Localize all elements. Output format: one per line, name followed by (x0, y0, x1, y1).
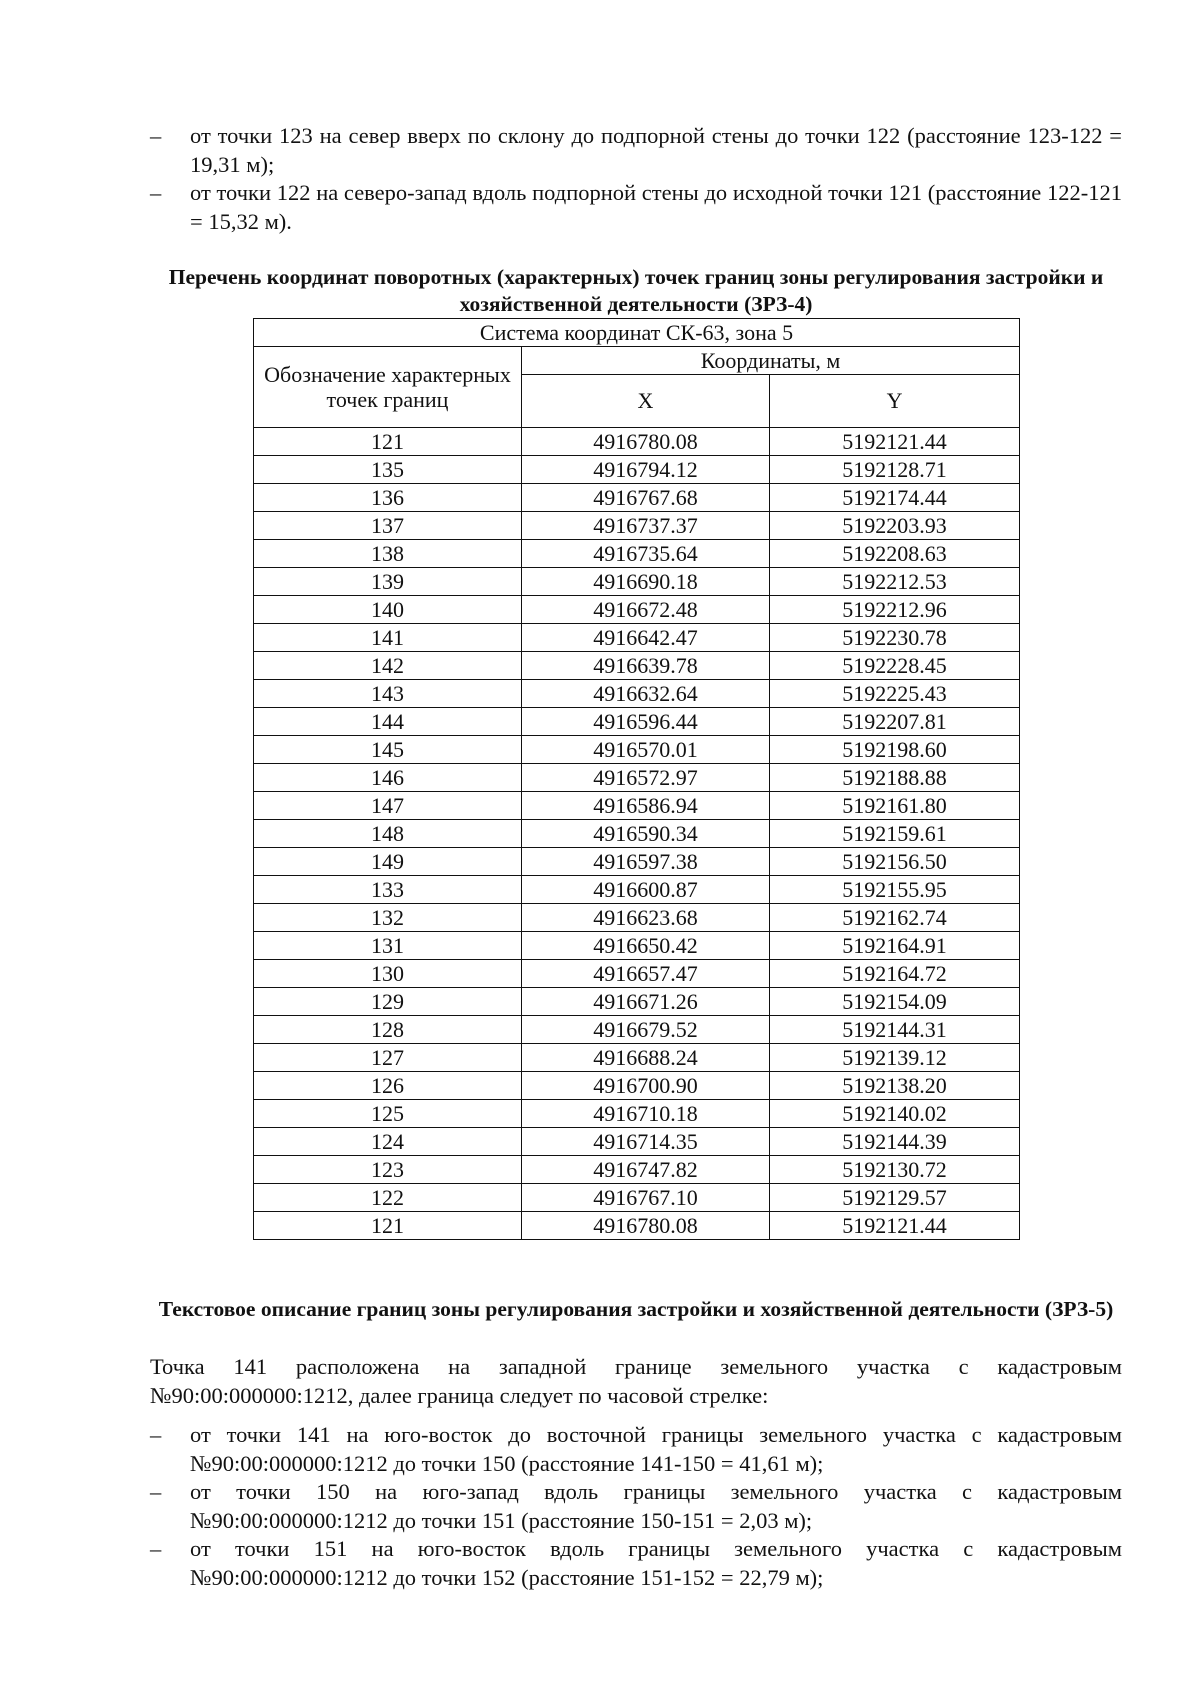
y-coordinate-cell: 5192212.96 (770, 596, 1020, 624)
y-column-header: Y (770, 375, 1020, 428)
table-row (254, 1072, 1020, 1100)
x-coordinate-cell: 4916690.18 (522, 568, 770, 596)
x-coordinate-cell: 4916700.90 (522, 1072, 770, 1100)
coordinates-table-body (254, 428, 1020, 1240)
y-coordinate-cell: 5192130.72 (770, 1156, 1020, 1184)
dash-marker: – (150, 1536, 162, 1561)
table-row (254, 428, 1020, 456)
list-item (150, 1421, 1122, 1478)
y-coordinate-cell: 5192208.63 (770, 540, 1020, 568)
point-cell: 125 (254, 1100, 522, 1128)
y-coordinate-cell: 5192174.44 (770, 484, 1020, 512)
table-row (254, 736, 1020, 764)
y-coordinate-cell: 5192155.95 (770, 876, 1020, 904)
table-row (254, 1156, 1020, 1184)
list-item (150, 1535, 1122, 1592)
x-coordinate-cell: 4916657.47 (522, 960, 770, 988)
bullet-text: от точки 151 на юго-восток вдоль границы земельного участка с кадастровым №90:00:000000:1212 до точки 152 (расстояние 151-152 = 22,79 м); (190, 1536, 1122, 1590)
point-cell: 130 (254, 960, 522, 988)
table-title: Перечень координат поворотных (характерных) точек границ зоны регулирования застройки и хозяйственной деятельности (ЗРЗ-4) (168, 265, 1104, 316)
point-cell: 141 (254, 624, 522, 652)
y-coordinate-cell: 5192212.53 (770, 568, 1020, 596)
table-row (254, 540, 1020, 568)
table-row (254, 1212, 1020, 1240)
x-coordinate-cell: 4916650.42 (522, 932, 770, 960)
point-cell: 144 (254, 708, 522, 736)
y-coordinate-cell: 5192128.71 (770, 456, 1020, 484)
x-coordinate-cell: 4916672.48 (522, 596, 770, 624)
point-cell: 123 (254, 1156, 522, 1184)
y-coordinate-cell: 5192225.43 (770, 680, 1020, 708)
point-cell: 145 (254, 736, 522, 764)
point-cell: 124 (254, 1128, 522, 1156)
bullet-text: от точки 122 на северо-запад вдоль подпорной стены до исходной точки 121 (расстояние 122-121 = 15,32 м). (190, 180, 1122, 234)
table-row (254, 708, 1020, 736)
bullet-text: от точки 123 на север вверх по склону до подпорной стены до точки 122 (расстояние 123-122 = 19,31 м); (190, 123, 1122, 177)
table-row (254, 652, 1020, 680)
top-bullet-list (150, 122, 1122, 236)
x-column-header: X (522, 375, 770, 428)
point-cell: 142 (254, 652, 522, 680)
x-coordinate-cell: 4916767.68 (522, 484, 770, 512)
table-row (254, 1128, 1020, 1156)
point-cell: 148 (254, 820, 522, 848)
y-coordinate-cell: 5192162.74 (770, 904, 1020, 932)
y-coordinate-cell: 5192156.50 (770, 848, 1020, 876)
point-cell: 126 (254, 1072, 522, 1100)
intro-paragraph: Точка 141 расположена на западной границе земельного участка с кадастровым №90:00:000000:1212, далее граница следует по часовой стрелке: (150, 1354, 1122, 1408)
y-coordinate-cell: 5192230.78 (770, 624, 1020, 652)
table-row (254, 820, 1020, 848)
table-row (254, 876, 1020, 904)
point-cell: 146 (254, 764, 522, 792)
table-row (254, 512, 1020, 540)
point-cell: 133 (254, 876, 522, 904)
dash-marker: – (150, 180, 162, 205)
table-row (254, 568, 1020, 596)
x-coordinate-cell: 4916671.26 (522, 988, 770, 1016)
point-cell: 132 (254, 904, 522, 932)
dash-marker: – (150, 1422, 162, 1447)
y-coordinate-cell: 5192121.44 (770, 1212, 1020, 1240)
list-item (150, 1478, 1122, 1535)
x-coordinate-cell: 4916596.44 (522, 708, 770, 736)
x-coordinate-cell: 4916735.64 (522, 540, 770, 568)
x-coordinate-cell: 4916747.82 (522, 1156, 770, 1184)
x-coordinate-cell: 4916767.10 (522, 1184, 770, 1212)
table-row (254, 1016, 1020, 1044)
table-row (254, 932, 1020, 960)
x-coordinate-cell: 4916639.78 (522, 652, 770, 680)
table-row (254, 596, 1020, 624)
point-cell: 143 (254, 680, 522, 708)
x-coordinate-cell: 4916632.64 (522, 680, 770, 708)
y-coordinate-cell: 5192140.02 (770, 1100, 1020, 1128)
table-row (254, 1044, 1020, 1072)
y-coordinate-cell: 5192161.80 (770, 792, 1020, 820)
point-cell: 137 (254, 512, 522, 540)
y-coordinate-cell: 5192138.20 (770, 1072, 1020, 1100)
x-coordinate-cell: 4916590.34 (522, 820, 770, 848)
x-coordinate-cell: 4916570.01 (522, 736, 770, 764)
y-coordinate-cell: 5192144.39 (770, 1128, 1020, 1156)
y-coordinate-cell: 5192207.81 (770, 708, 1020, 736)
point-cell: 147 (254, 792, 522, 820)
dash-marker: – (150, 1479, 162, 1504)
coordinates-table (253, 318, 1020, 1240)
y-coordinate-cell: 5192159.61 (770, 820, 1020, 848)
bottom-bullet-list (150, 1421, 1122, 1592)
x-coordinate-cell: 4916642.47 (522, 624, 770, 652)
table-row (254, 792, 1020, 820)
x-coordinate-cell: 4916780.08 (522, 1212, 770, 1240)
dash-marker: – (150, 123, 162, 148)
point-cell: 138 (254, 540, 522, 568)
list-item (150, 179, 1122, 236)
point-cell: 122 (254, 1184, 522, 1212)
table-row (254, 456, 1020, 484)
point-cell: 121 (254, 1212, 522, 1240)
table-row (254, 848, 1020, 876)
y-coordinate-cell: 5192228.45 (770, 652, 1020, 680)
x-coordinate-cell: 4916780.08 (522, 428, 770, 456)
x-coordinate-cell: 4916597.38 (522, 848, 770, 876)
y-coordinate-cell: 5192121.44 (770, 428, 1020, 456)
point-designation-header: Обозначение характерных точек границ (254, 347, 522, 428)
y-coordinate-cell: 5192144.31 (770, 1016, 1020, 1044)
x-coordinate-cell: 4916586.94 (522, 792, 770, 820)
bullet-text: от точки 141 на юго-восток до восточной границы земельного участка с кадастровым №90:00:000000:1212 до точки 150 (расстояние 141-150 = 41,61 м); (190, 1422, 1122, 1476)
table-row (254, 484, 1020, 512)
x-coordinate-cell: 4916794.12 (522, 456, 770, 484)
point-cell: 129 (254, 988, 522, 1016)
x-coordinate-cell: 4916572.97 (522, 764, 770, 792)
point-cell: 135 (254, 456, 522, 484)
y-coordinate-cell: 5192203.93 (770, 512, 1020, 540)
point-cell: 128 (254, 1016, 522, 1044)
table-row (254, 904, 1020, 932)
point-cell: 121 (254, 428, 522, 456)
x-coordinate-cell: 4916714.35 (522, 1128, 770, 1156)
y-coordinate-cell: 5192139.12 (770, 1044, 1020, 1072)
y-coordinate-cell: 5192188.88 (770, 764, 1020, 792)
section-title: Текстовое описание границ зоны регулирования застройки и хозяйственной деятельности (ЗРЗ-5) (158, 1297, 1114, 1321)
point-cell: 136 (254, 484, 522, 512)
point-cell: 149 (254, 848, 522, 876)
table-row (254, 960, 1020, 988)
table-row (254, 624, 1020, 652)
point-cell: 127 (254, 1044, 522, 1072)
bullet-text: от точки 150 на юго-запад вдоль границы земельного участка с кадастровым №90:00:000000:1212 до точки 151 (расстояние 150-151 = 2,03 м); (190, 1479, 1122, 1533)
x-coordinate-cell: 4916679.52 (522, 1016, 770, 1044)
x-coordinate-cell: 4916688.24 (522, 1044, 770, 1072)
y-coordinate-cell: 5192154.09 (770, 988, 1020, 1016)
point-cell: 131 (254, 932, 522, 960)
table-row (254, 988, 1020, 1016)
table-row (254, 1184, 1020, 1212)
coordinates-header: Координаты, м (522, 347, 1020, 375)
table-row (254, 764, 1020, 792)
x-coordinate-cell: 4916737.37 (522, 512, 770, 540)
y-coordinate-cell: 5192129.57 (770, 1184, 1020, 1212)
table-row (254, 1100, 1020, 1128)
y-coordinate-cell: 5192164.91 (770, 932, 1020, 960)
x-coordinate-cell: 4916623.68 (522, 904, 770, 932)
y-coordinate-cell: 5192164.72 (770, 960, 1020, 988)
coordinate-system-header: Система координат СК-63, зона 5 (254, 319, 1020, 347)
y-coordinate-cell: 5192198.60 (770, 736, 1020, 764)
table-row (254, 680, 1020, 708)
list-item (150, 122, 1122, 179)
point-cell: 139 (254, 568, 522, 596)
x-coordinate-cell: 4916710.18 (522, 1100, 770, 1128)
point-cell: 140 (254, 596, 522, 624)
x-coordinate-cell: 4916600.87 (522, 876, 770, 904)
